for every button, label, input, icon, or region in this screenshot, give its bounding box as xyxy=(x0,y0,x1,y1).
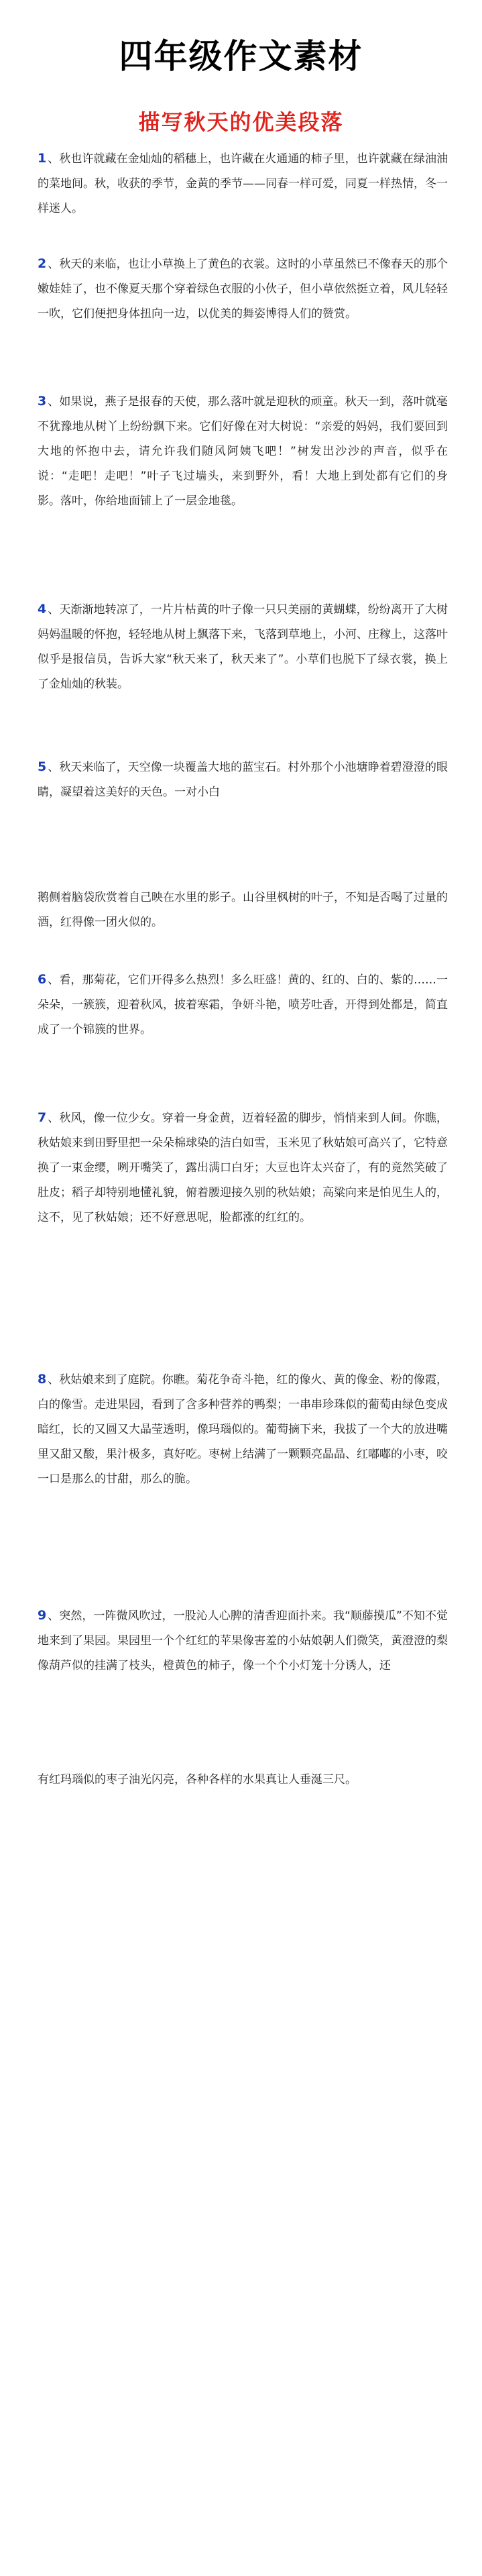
paragraph-4 xyxy=(38,597,448,697)
paragraph-text: 鹅侧着脑袋欣赏着自己映在水里的影子。山谷里枫树的叶子，不知是否喝了过量的酒，红得像一团火似的。 xyxy=(38,891,448,929)
paragraph-text: 、如果说，燕子是报春的天使，那么落叶就是迎秋的顽童。秋天一到，落叶就毫不犹豫地从树丫上纷纷飘下来。它们好像在对大树说：“亲爱的妈妈，我们要回到大地的怀抱中去，请允许我们随风阿姨飞吧！”树发出沙沙的声音，似乎在说：“走吧！走吧！”叶子飞过墙头，来到野外，看！大地上到处都有它们的身影。落叶，你给地面铺上了一层金地毯。 xyxy=(38,395,448,508)
paragraph-text: 、秋姑娘来到了庭院。你瞧。菊花争奇斗艳，红的像火、黄的像金、粉的像霞，白的像雪。走进果园，看到了含多种营养的鸭梨；一串串珍珠似的葡萄由绿色变成暗红，长的又圆又大晶莹透明，像玛瑙似的。葡萄摘下来，我拔了一个大的放进嘴里又甜又酸，果汁极多，真好吃。枣树上结满了一颗颗亮晶晶、红嘟嘟的小枣，咬一口是那么的甘甜，那么的脆。 xyxy=(38,1373,448,1486)
paragraph-number: 3 xyxy=(38,394,47,409)
paragraph-number: 6 xyxy=(38,972,47,987)
paragraph-6 xyxy=(38,967,448,1042)
paragraph-text: 、看，那菊花，它们开得多么热烈！多么旺盛！黄的、红的、白的、紫的……一朵朵，一簇簇，迎着秋风，披着寒霜，争妍斗艳，喷芳吐香，开得到处都是，简直成了一个锦簇的世界。 xyxy=(38,973,448,1036)
paragraph-7 xyxy=(38,1106,448,1230)
paragraph-number: 7 xyxy=(38,1110,47,1125)
paragraph-2 xyxy=(38,252,448,327)
paragraph-8 xyxy=(38,1367,448,1492)
paragraph-9-end xyxy=(38,1768,448,1792)
paragraph-5-start xyxy=(38,755,448,805)
paragraph-number: 9 xyxy=(38,1608,47,1623)
paragraph-number: 8 xyxy=(38,1372,47,1387)
paragraph-number: 2 xyxy=(38,256,47,271)
page-subtitle: 描写秋天的优美段落 xyxy=(138,109,344,135)
paragraph-text: 、突然，一阵微风吹过，一股沁人心脾的清香迎面扑来。我“顺藤摸瓜”不知不觉地来到了果园。果园里一个个红红的苹果像害羞的小姑娘朝人们微笑，黄澄澄的梨像葫芦似的挂满了枝头，橙黄色的柿子，像一个个小灯笼十分诱人，还 xyxy=(38,1609,448,1672)
paragraph-1 xyxy=(38,146,448,221)
paragraph-5-end xyxy=(38,885,448,935)
paragraph-text: 、秋天的来临，也让小草换上了黄色的衣裳。这时的小草虽然已不像春天的那个嫩娃娃了，也不像夏天那个穿着绿色衣服的小伙子，但小草依然挺立着，风儿轻轻一吹，它们便把身体扭向一边，以优美的舞姿博得人们的赞赏。 xyxy=(38,258,448,321)
paragraph-text: 、秋天来临了，天空像一块覆盖大地的蓝宝石。村外那个小池塘睁着碧澄澄的眼睛，凝望着这美好的天色。一对小白 xyxy=(38,761,448,799)
paragraph-text: 、秋风，像一位少女。穿着一身金黄，迈着轻盈的脚步，悄悄来到人间。你瞧，秋姑娘来到田野里把一朵朵棉球染的洁白如雪，玉米见了秋姑娘可高兴了，它特意换了一束金缨，咧开嘴笑了，露出满口白牙；大豆也许太兴奋了，有的竟然笑破了肚皮；稻子却特别地懂礼貌，俯着腰迎接久别的秋姑娘；高粱向来是怕见生人的，这不，见了秋姑娘；还不好意思呢，脸都涨的红红的。 xyxy=(38,1112,448,1224)
page-title: 四年级作文素材 xyxy=(119,37,363,76)
paragraph-number: 4 xyxy=(38,602,47,616)
paragraph-text: 、天渐渐地转凉了，一片片枯黄的叶子像一只只美丽的黄蝴蝶，纷纷离开了大树妈妈温暖的怀抱，轻轻地从树上飘落下来，飞落到草地上，小河、庄稼上，这落叶似乎是报信员，告诉大家“秋天来了，秋天来了”。小草们也脱下了绿衣裳，换上了金灿灿的秋装。 xyxy=(38,603,448,691)
paragraph-number: 5 xyxy=(38,759,47,774)
paragraph-number: 1 xyxy=(38,151,47,166)
paragraph-text: 有红玛瑙似的枣子油光闪亮，各种各样的水果真让人垂涎三尺。 xyxy=(38,1773,357,1786)
paragraph-text: 、秋也许就藏在金灿灿的稻穗上，也许藏在火通通的柿子里，也许就藏在绿油油的菜地间。秋，收获的季节，金黄的季节——同春一样可爱，同夏一样热情，冬一样迷人。 xyxy=(38,152,448,215)
paragraph-9-start xyxy=(38,1603,448,1678)
paragraph-3 xyxy=(38,389,448,514)
